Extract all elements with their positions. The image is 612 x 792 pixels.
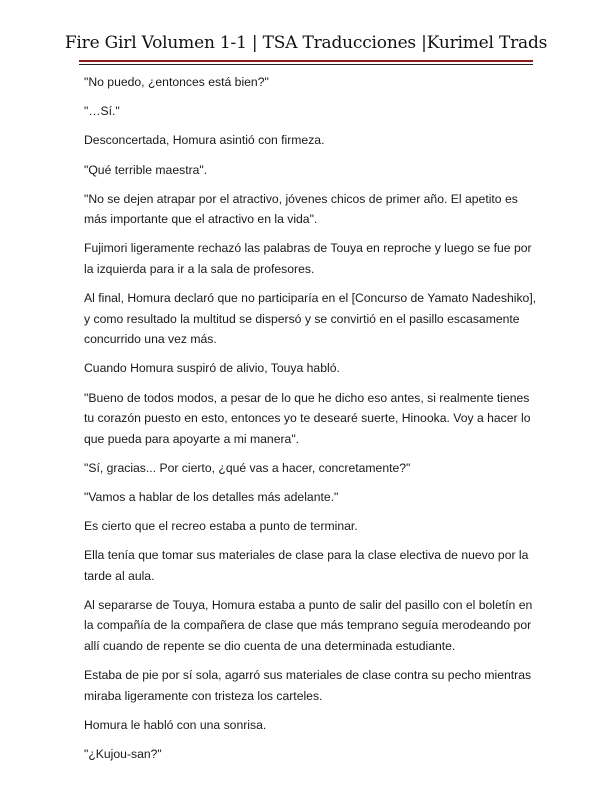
document-body xyxy=(84,72,539,773)
paragraph: Al separarse de Touya, Homura estaba a punto de salir del pasillo con el boletín en la compañía de la compañera de clase que más temprano seguía merodeando por allí cuando de repente se dio cuenta de una determinada estudiante. xyxy=(84,597,533,653)
paragraph: Al final, Homura declaró que no participaría en el [Concurso de Yamato Nadeshiko], y como resultado la multitud se dispersó y se convirtió en el pasillo escasamente concurrido una vez más. xyxy=(84,291,537,347)
paragraph: Desconcertada, Homura asintió con firmeza. xyxy=(84,133,325,148)
paragraph: Cuando Homura suspiró de alivio, Touya habló. xyxy=(84,361,340,376)
paragraph: Homura le habló con una sonrisa. xyxy=(84,717,267,732)
paragraph: Ella tenía que tomar sus materiales de clase para la clase electiva de nuevo por la tarde al aula. xyxy=(84,548,529,583)
paragraph: Es cierto que el recreo estaba a punto de terminar. xyxy=(84,519,358,534)
paragraph: Estaba de pie por sí sola, agarró sus materiales de clase contra su pecho mientras miraba ligeramente con tristeza los carteles. xyxy=(84,668,532,703)
paragraph: "…Sí." xyxy=(84,104,120,119)
header-rule-black xyxy=(79,64,533,65)
paragraph: "¿Kujou-san?" xyxy=(84,747,162,761)
page-header-title: Fire Girl Volumen 1-1 | TSA Traducciones |Kurimel Trads xyxy=(64,33,548,53)
paragraph: "No se dejen atrapar por el atractivo, jóvenes chicos de primer año. El apetito es más importante que el atractivo en la vida". xyxy=(84,191,518,227)
paragraph: "Sí, gracias... Por cierto, ¿qué vas a hacer, concretamente?" xyxy=(84,460,411,475)
paragraph: "Vamos a hablar de los detalles más adelante." xyxy=(84,489,339,504)
header-rule-red xyxy=(79,60,533,62)
paragraph: "No puedo, ¿entonces está bien?" xyxy=(84,75,269,89)
paragraph: "Bueno de todos modos, a pesar de lo que he dicho eso antes, si realmente tienes tu corazón puesto en esto, entonces yo te desearé suerte, Hinooka. Voy a hacer lo que pueda para apoyarte a mi manera". xyxy=(84,390,531,446)
paragraph: "Qué terrible maestra". xyxy=(84,162,208,177)
paragraph: Fujimori ligeramente rechazó las palabras de Touya en reproche y luego se fue por la izquierda para ir a la sala de profesores. xyxy=(84,241,532,276)
